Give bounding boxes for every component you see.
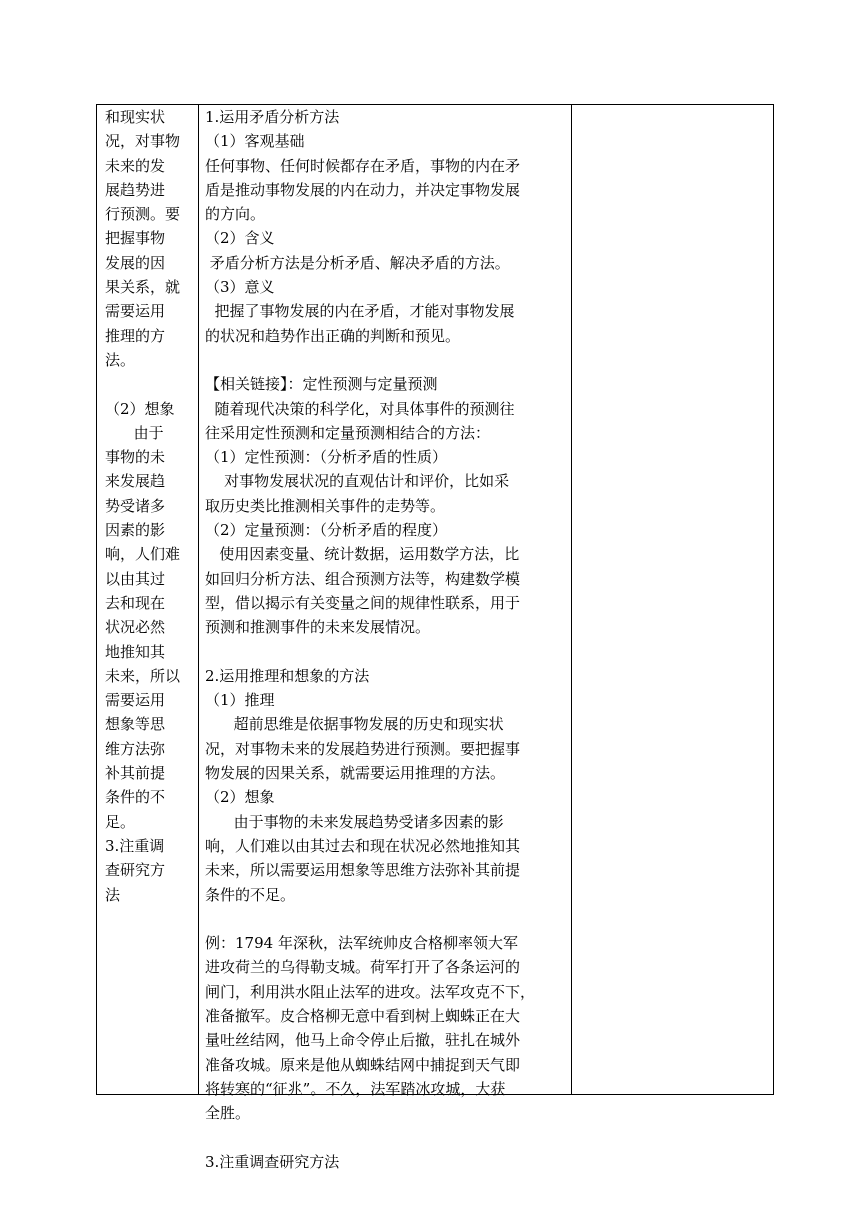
text-section bbox=[205, 931, 572, 1125]
left-text-line: 足。 bbox=[105, 812, 136, 831]
text-section bbox=[205, 372, 572, 639]
main-text-line: 对事物发展状况的直观估计和评价，比如采 bbox=[205, 472, 510, 491]
content-table bbox=[96, 104, 774, 1171]
main-text-line: 3.注重调查研究方法 bbox=[205, 1152, 340, 1171]
left-text-line: 想象等思 bbox=[105, 715, 166, 734]
left-text-line bbox=[105, 372, 199, 396]
main-text-line: 例：1794 年深秋，法军统帅皮合格柳率领大军 bbox=[205, 934, 518, 953]
left-text-line: 3.注重调 bbox=[105, 836, 165, 855]
main-text-line: 随着现代决策的科学化，对具体事件的预测往 bbox=[205, 399, 515, 418]
text-section bbox=[205, 1150, 572, 1174]
main-text-line: （2）定量预测：（分析矛盾的程度） bbox=[205, 521, 448, 540]
left-text-line: 把握事物 bbox=[105, 229, 166, 248]
main-text-line: （1）推理 bbox=[205, 691, 275, 710]
main-text-line: 准备撤军。皮合格柳无意中看到树上蜘蛛正在大 bbox=[205, 1006, 521, 1025]
main-text-line: 的状况和趋势作出正确的判断和预见。 bbox=[205, 326, 461, 345]
left-column-cell bbox=[97, 105, 199, 907]
left-text-line: 响，人们难 bbox=[105, 545, 181, 564]
blank-line bbox=[205, 1125, 572, 1149]
main-text-line: 型，借以揭示有关变量之间的规律性联系，用于 bbox=[205, 593, 521, 612]
main-text-line: 进攻荷兰的乌得勒支城。荷军打开了各条运河的 bbox=[205, 958, 521, 977]
left-text-line: 由于 bbox=[105, 423, 164, 442]
text-section bbox=[205, 105, 572, 348]
left-text-line: 发展的因 bbox=[105, 253, 166, 272]
main-text-line: 未来，所以需要运用想象等思维方法弥补其前提 bbox=[205, 861, 521, 880]
left-text-line: 推理的方 bbox=[105, 326, 166, 345]
left-text-line: 行预测。要 bbox=[105, 205, 181, 224]
blank-line bbox=[205, 640, 572, 664]
main-text-line: 超前思维是依据事物发展的历史和现实状 bbox=[205, 715, 504, 734]
main-text-line: 使用因素变量、统计数据，运用数学方法，比 bbox=[205, 545, 520, 564]
left-text-line: 维方法弥 bbox=[105, 739, 166, 758]
main-text-line: 由于事物的未来发展趋势受诸多因素的影 bbox=[205, 812, 504, 831]
main-text-line: 量吐丝结网，他马上命令停止后撤，驻扎在城外 bbox=[205, 1031, 521, 1050]
main-text-line: 盾是推动事物发展的内在动力，并决定事物发展 bbox=[205, 180, 521, 199]
main-text-line: 响，人们难以由其过去和现在状况必然地推知其 bbox=[205, 836, 521, 855]
left-text-line: 需要运用 bbox=[105, 302, 166, 321]
left-text-line: 况，对事物 bbox=[105, 132, 181, 151]
left-text-line: 法。 bbox=[105, 350, 136, 369]
left-text-line: 展趋势进 bbox=[105, 180, 166, 199]
main-text-line: 2.运用推理和想象的方法 bbox=[205, 666, 370, 685]
main-text-line: （1）客观基础 bbox=[205, 132, 305, 151]
left-text-line: 来发展趋 bbox=[105, 472, 166, 491]
main-text-line: 全胜。 bbox=[205, 1104, 251, 1123]
left-text-line: 以由其过 bbox=[105, 569, 166, 588]
main-text-line: 【相关链接】：定性预测与定量预测 bbox=[205, 375, 438, 394]
main-text-line: （1）定性预测：（分析矛盾的性质） bbox=[205, 448, 448, 467]
main-text-line: 任何事物、任何时候都存在矛盾，事物的内在矛 bbox=[205, 156, 521, 175]
left-text-line: （2）想象 bbox=[105, 399, 175, 418]
main-text-line: 物发展的因果关系，就需要运用推理的方法。 bbox=[205, 764, 506, 783]
text-section bbox=[205, 664, 572, 907]
main-text-line: 矛盾分析方法是分析矛盾、解决矛盾的方法。 bbox=[205, 253, 510, 272]
left-text-line: 需要运用 bbox=[105, 691, 166, 710]
left-text-line: 去和现在 bbox=[105, 593, 166, 612]
left-text-line: 状况必然 bbox=[105, 618, 166, 637]
left-text-line: 和现实状 bbox=[105, 108, 166, 126]
left-text-line: 查研究方 bbox=[105, 861, 166, 880]
main-text-line: 取历史类比推测相关事件的走势等。 bbox=[205, 496, 446, 515]
left-text-line: 势受诸多 bbox=[105, 496, 166, 515]
main-text-line: 的方向。 bbox=[205, 205, 266, 224]
left-text-line: 补其前提 bbox=[105, 764, 166, 783]
main-text-line: 1.运用矛盾分析方法 bbox=[205, 108, 340, 126]
left-text-line: 因素的影 bbox=[105, 521, 166, 540]
main-text-line: （3）意义 bbox=[205, 278, 275, 297]
left-text-line: 条件的不 bbox=[105, 788, 166, 807]
blank-line bbox=[205, 907, 572, 931]
left-text-line: 未来，所以 bbox=[105, 666, 181, 685]
left-text-line: 法 bbox=[105, 885, 121, 904]
main-text-line: 将转寒的“征兆”。不久，法军踏冰攻城，大获 bbox=[205, 1079, 506, 1098]
left-text-line: 地推知其 bbox=[105, 642, 166, 661]
main-text-line: 闸门，利用洪水阻止法军的进攻。法军攻克不下， bbox=[205, 982, 536, 1001]
main-text-line: 往采用定性预测和定量预测相结合的方法： bbox=[205, 423, 491, 442]
main-text-line: 条件的不足。 bbox=[205, 885, 296, 904]
left-text-line: 果关系，就 bbox=[105, 278, 181, 297]
left-text-line: 事物的未 bbox=[105, 448, 166, 467]
main-text-line: 预测和推测事件的未来发展情况。 bbox=[205, 618, 431, 637]
main-text-line: （2）含义 bbox=[205, 229, 275, 248]
main-text-line: 况，对事物未来的发展趋势进行预测。要把握事 bbox=[205, 739, 521, 758]
main-text-line: （2）想象 bbox=[205, 788, 275, 807]
main-column-cell bbox=[199, 105, 572, 1174]
main-text-line: 如回归分析方法、组合预测方法等，构建数学模 bbox=[205, 569, 521, 588]
main-text-line: 准备攻城。原来是他从蜘蛛结网中捕捉到天气即 bbox=[205, 1055, 521, 1074]
blank-line bbox=[205, 348, 572, 372]
left-text-line: 未来的发 bbox=[105, 156, 166, 175]
main-text-line: 把握了事物发展的内在矛盾，才能对事物发展 bbox=[205, 302, 515, 321]
